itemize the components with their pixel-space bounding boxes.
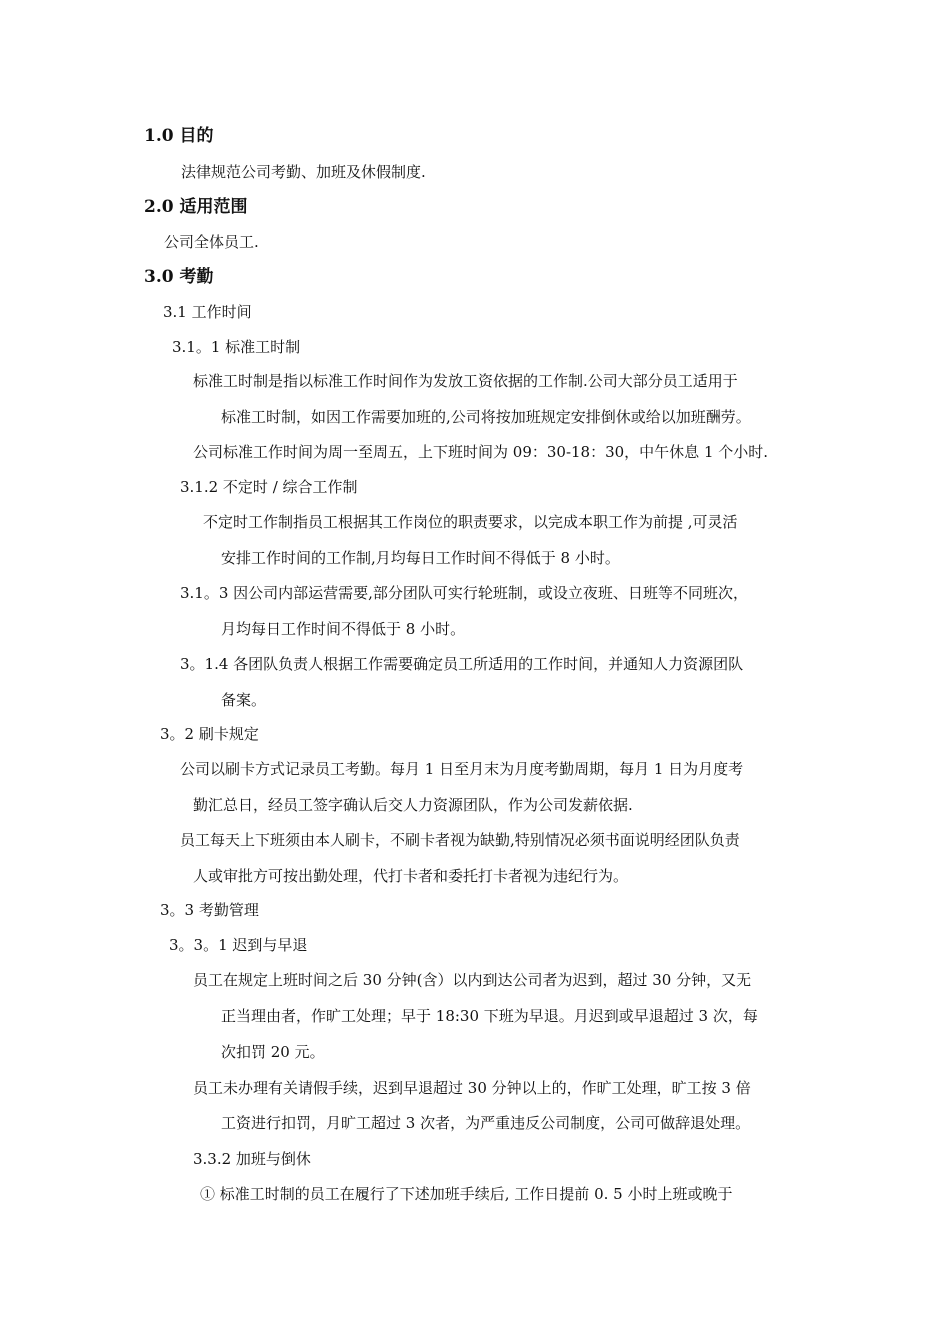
- paragraph-line: 公司以刷卡方式记录员工考勤。每月 1 日至月末为月度考勤周期，每月 1 日为月度考: [180, 760, 744, 778]
- paragraph-line: 公司标准工作时间为周一至周五，上下班时间为 09：30-18：30，中午休息 1 个小时.: [193, 443, 769, 461]
- paragraph-line: 人或审批方可按出勤处理，代打卡者和委托打卡者视为违纪行为。: [193, 867, 629, 885]
- subsection-title-overtime: 3.3.2 加班与倒休: [193, 1150, 311, 1168]
- section-heading-attendance: 3.0 考勤: [144, 267, 214, 287]
- purpose-text: 法律规范公司考勤、加班及休假制度.: [181, 163, 426, 181]
- paragraph-line: 安排工作时间的工作制,月均每日工作时间不得低于 8 小时。: [221, 549, 620, 567]
- paragraph-line: 员工未办理有关请假手续，迟到早退超过 30 分钟以上的，作旷工处理，旷工按 3 倍: [193, 1079, 751, 1097]
- subsection-title-late-early: 3。3。1 迟到与早退: [169, 936, 308, 954]
- section-heading-scope: 2.0 适用范围: [144, 197, 248, 217]
- paragraph-line: 工资进行扣罚，月旷工超过 3 次者，为严重违反公司制度，公司可做辞退处理。: [221, 1114, 751, 1132]
- paragraph-line: 次扣罚 20 元。: [221, 1043, 325, 1061]
- section-heading-purpose: 1.0 目的: [144, 126, 214, 146]
- subsection-title-standard-hours: 3.1。1 标准工时制: [172, 338, 301, 356]
- paragraph-line: 标准工时制是指以标准工作时间作为发放工资依据的工作制.公司大部分员工适用于: [193, 372, 738, 390]
- subsection-title-flexible-hours: 3.1.2 不定时 / 综合工作制: [180, 478, 358, 496]
- paragraph-line: 员工在规定上班时间之后 30 分钟(含）以内到达公司者为迟到，超过 30 分钟，又无: [193, 971, 752, 989]
- subsection-title-attendance-management: 3。3 考勤管理: [160, 901, 259, 919]
- paragraph-line: 正当理由者，作旷工处理；早于 18:30 下班为早退。月迟到或早退超过 3 次，每: [221, 1007, 758, 1025]
- paragraph-line: 标准工时制，如因工作需要加班的,公司将按加班规定安排倒休或给以加班酬劳。: [221, 408, 751, 426]
- paragraph-line: 备案。: [221, 691, 267, 709]
- paragraph-line: 3.1。3 因公司内部运营需要,部分团队可实行轮班制，或设立夜班、日班等不同班次，: [180, 584, 748, 602]
- subsection-title-card-rules: 3。2 刷卡规定: [160, 725, 259, 743]
- paragraph-line: 3。1.4 各团队负责人根据工作需要确定员工所适用的工作时间，并通知人力资源团队: [180, 655, 744, 673]
- scope-text: 公司全体员工.: [164, 233, 259, 251]
- paragraph-line: 勤汇总日，经员工签字确认后交人力资源团队，作为公司发薪依据.: [193, 796, 633, 814]
- paragraph-line: 员工每天上下班须由本人刷卡，不刷卡者视为缺勤,特别情况必须书面说明经团队负责: [180, 831, 740, 849]
- subsection-title-working-hours: 3.1 工作时间: [163, 303, 252, 321]
- paragraph-line: 不定时工作制指员工根据其工作岗位的职责要求，以完成本职工作为前提 ,可灵活: [203, 513, 738, 531]
- paragraph-line: ① 标准工时制的员工在履行了下述加班手续后, 工作日提前 0. 5 小时上班或晚于: [200, 1185, 733, 1203]
- paragraph-line: 月均每日工作时间不得低于 8 小时。: [221, 620, 466, 638]
